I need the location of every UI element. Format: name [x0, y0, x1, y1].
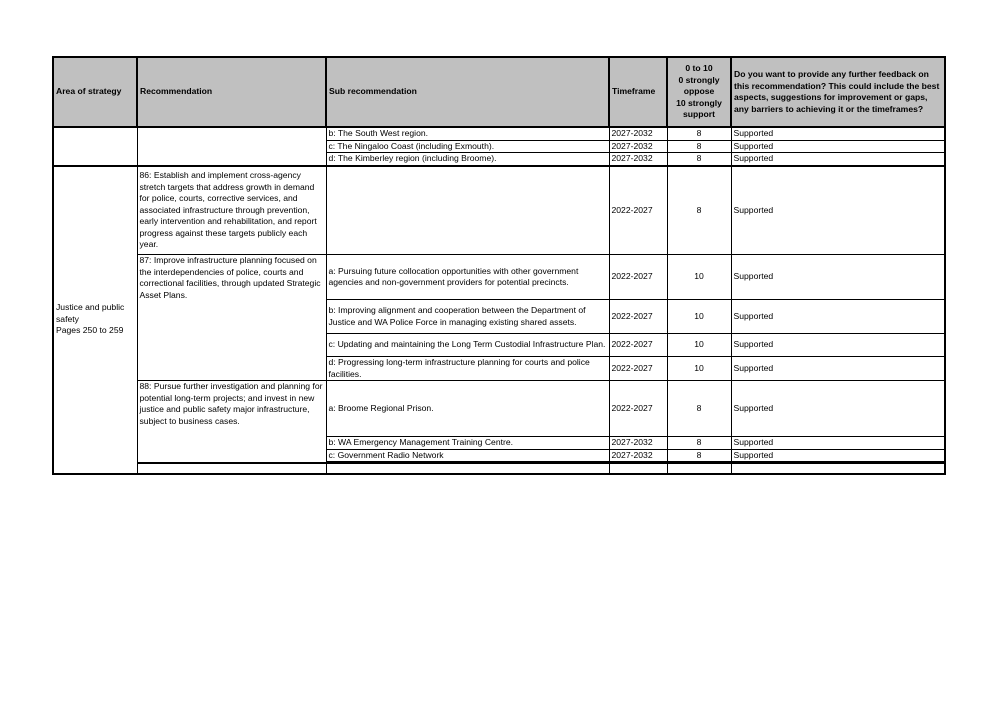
area-cell [53, 140, 137, 153]
table-row [53, 127, 945, 140]
sub-cell: c: The Ningaloo Coast (including Exmouth). [326, 140, 609, 153]
recommendation-88: 88: Pursue further investigation and planning for potential long-term projects; and invest in new justice and public safety major infrastructure, subject to business cases. [137, 381, 326, 463]
scale-line-3: oppose [683, 86, 715, 97]
score-cell: 10 [667, 357, 731, 381]
score-cell: 8 [667, 381, 731, 437]
feedback-cell: Supported [731, 153, 945, 166]
sub-cell: a: Broome Regional Prison. [326, 381, 609, 437]
timeframe-cell: 2027-2032 [609, 449, 667, 462]
sub-cell: a: Pursuing future collocation opportunities with other government agencies and non-government providers for potential precincts. [326, 255, 609, 300]
sub-cell: c: Updating and maintaining the Long Term Custodial Infrastructure Plan. [326, 334, 609, 357]
feedback-cell [731, 464, 945, 474]
feedback-cell: Supported [731, 381, 945, 437]
timeframe-cell: 2022-2027 [609, 357, 667, 381]
timeframe-cell: 2022-2027 [609, 334, 667, 357]
recommendation-cell [137, 153, 326, 166]
area-cell [53, 127, 137, 140]
feedback-cell: Supported [731, 334, 945, 357]
score-cell: 10 [667, 334, 731, 357]
area-title: Justice and public safety [56, 302, 125, 324]
recommendation-86: 86: Establish and implement cross-agency stretch targets that address growth in demand for police, courts, corrective services, and associated infrastructure through prevention, early intervention and rehabilitation, and report progress against these targets publicly each year. [137, 166, 326, 255]
recommendation-cell [137, 140, 326, 153]
sub-cell: b: The South West region. [326, 127, 609, 140]
header-sub-recommendation: Sub recommendation [326, 57, 609, 127]
timeframe-cell [609, 464, 667, 474]
header-area: Area of strategy [53, 57, 137, 127]
area-cell [53, 166, 137, 474]
table-row [53, 153, 945, 166]
score-cell: 8 [667, 153, 731, 166]
table-row [53, 381, 945, 437]
feedback-cell: Supported [731, 437, 945, 450]
timeframe-cell: 2022-2027 [609, 166, 667, 255]
header-feedback: Do you want to provide any further feedback on this recommendation? This could include the best aspects, suggestions for improvement or gaps, any barriers to achieving it or the timeframes? [731, 57, 945, 127]
timeframe-cell: 2022-2027 [609, 255, 667, 300]
sub-cell [326, 464, 609, 474]
score-cell: 8 [667, 437, 731, 450]
sub-cell: d: The Kimberley region (including Broome). [326, 153, 609, 166]
score-cell: 10 [667, 255, 731, 300]
area-cell [53, 153, 137, 166]
sub-cell [326, 166, 609, 255]
timeframe-cell: 2027-2032 [609, 153, 667, 166]
score-cell: 8 [667, 166, 731, 255]
score-cell: 10 [667, 300, 731, 334]
scale-line-4: 10 strongly [676, 97, 722, 108]
timeframe-cell: 2022-2027 [609, 300, 667, 334]
timeframe-cell: 2027-2032 [609, 437, 667, 450]
table-row [53, 464, 945, 474]
timeframe-cell: 2027-2032 [609, 140, 667, 153]
recommendation-87: 87: Improve infrastructure planning focused on the interdependencies of police, courts and correctional facilities, through updated Strategic Asset Plans. [137, 255, 326, 381]
score-cell: 8 [667, 449, 731, 462]
sub-cell: b: Improving alignment and cooperation between the Department of Justice and WA Police Force in managing existing shared assets. [326, 300, 609, 334]
header-recommendation: Recommendation [137, 57, 326, 127]
scale-line-1: 0 to 10 [685, 63, 713, 74]
table-row [53, 255, 945, 300]
sub-cell: c: Government Radio Network [326, 449, 609, 462]
header-score-scale [667, 57, 731, 127]
header-timeframe: Timeframe [609, 57, 667, 127]
feedback-cell: Supported [731, 357, 945, 381]
feedback-cell: Supported [731, 449, 945, 462]
area-pages: Pages 250 to 259 [56, 325, 124, 336]
header-row [53, 57, 945, 127]
sub-cell: b: WA Emergency Management Training Centre. [326, 437, 609, 450]
recommendations-table [52, 56, 946, 475]
sub-cell: d: Progressing long-term infrastructure planning for courts and police facilities. [326, 357, 609, 381]
recommendation-cell [137, 127, 326, 140]
feedback-cell: Supported [731, 300, 945, 334]
table-row [53, 166, 945, 255]
feedback-cell: Supported [731, 166, 945, 255]
timeframe-cell: 2027-2032 [609, 127, 667, 140]
timeframe-cell: 2022-2027 [609, 381, 667, 437]
score-cell [667, 464, 731, 474]
feedback-cell: Supported [731, 255, 945, 300]
score-cell: 8 [667, 140, 731, 153]
feedback-cell: Supported [731, 140, 945, 153]
feedback-cell: Supported [731, 127, 945, 140]
recommendation-cell [137, 464, 326, 474]
table-row [53, 140, 945, 153]
scale-line-2: 0 strongly [678, 74, 720, 85]
scale-line-5: support [683, 109, 715, 120]
score-cell: 8 [667, 127, 731, 140]
